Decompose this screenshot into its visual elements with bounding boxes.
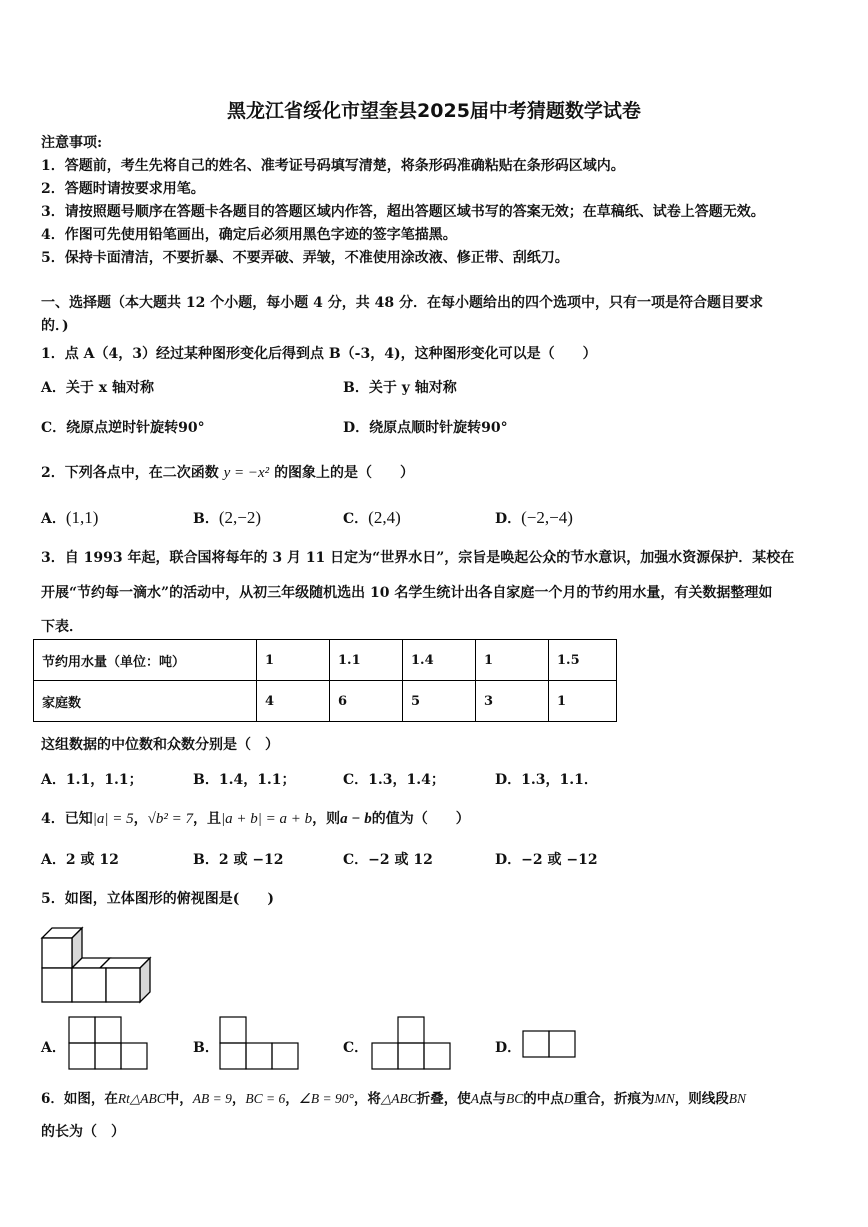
q2-d-label: D．	[495, 511, 522, 527]
q6-math: A	[470, 1091, 480, 1106]
notice-item-1: 1．答题前，考生先将自己的姓名、准考证号码填写清楚，将条形码准确粘贴在条形码区域内。	[41, 158, 625, 174]
q1-stem: 1．点 A（4，3）经过某种图形变化后得到点 B（-3，4)，这种图形变化可以是（ ）	[41, 346, 597, 362]
q6-text: 6．如图，在	[41, 1091, 118, 1107]
q1-option-c: C．绕原点逆时针旋转90°	[41, 420, 205, 436]
q2-stem	[41, 462, 414, 482]
table-cell: 6	[330, 681, 403, 722]
section1-line1: 一、选择题（本大题共 12 个小题，每小题 4 分，共 48 分．在每小题给出的四个选项中，只有一项是符合题目要求	[41, 295, 763, 311]
table-cell: 1	[549, 681, 617, 722]
table-cell: 1.1	[330, 640, 403, 681]
q3-option-c: C．1.3，1.4；	[343, 772, 445, 788]
q4-option-c: C．−2 或 12	[343, 852, 433, 868]
q6-math: AB = 9	[192, 1091, 232, 1106]
q3-option-d: D．1.3，1.1．	[495, 772, 598, 788]
q6-math: D	[563, 1091, 574, 1106]
q5-option-c-figure	[371, 1016, 453, 1072]
q4-option-d: D．−2 或 −12	[495, 852, 598, 868]
q2-option-a	[41, 508, 98, 528]
table-cell: 1	[476, 640, 549, 681]
q2-d-value: (−2,−4)	[521, 508, 573, 527]
notice-item-3: 3．请按照题号顺序在答题卡各题目的答题区域内作答，超出答题区域书写的答案无效；在草稿纸、试卷上答题无效。	[41, 204, 765, 220]
water-table	[33, 639, 617, 722]
q4-math-2: √b² = 7	[147, 811, 193, 827]
q6-math: BC	[506, 1091, 524, 1106]
table-cell: 1	[257, 640, 330, 681]
q1-option-a: A．关于 x 轴对称	[41, 380, 154, 396]
q5-option-d-figure	[522, 1030, 578, 1058]
q6-math: △ABC	[380, 1091, 417, 1106]
q6-math: ∠B = 90°	[298, 1091, 354, 1106]
q1-option-d: D．绕原点顺时针旋转90°	[343, 420, 508, 436]
table-row	[34, 640, 617, 681]
q6-text: 中，	[165, 1091, 193, 1107]
q6-text: ，	[231, 1091, 246, 1107]
q4-math-1: |a| = 5	[92, 811, 134, 827]
q5-option-b-figure	[219, 1016, 301, 1072]
q2-stem-pre: 2．下列各点中，在二次函数	[41, 465, 219, 481]
q2-option-b	[193, 508, 261, 528]
q4-math-4: a − b	[340, 811, 372, 827]
q6-text: ，	[285, 1091, 299, 1107]
q2-function: y = −x²	[223, 465, 270, 481]
table-cell: 3	[476, 681, 549, 722]
notice-item-2: 2．答题时请按要求用笔。	[41, 181, 205, 197]
section1-line2: 的．)	[41, 318, 69, 334]
q6-line2: 的长为（ ）	[41, 1124, 125, 1140]
q3-line2: 开展“节约每一滴水”的活动中，从初三年级随机选出 10 名学生统计出各自家庭一个月的节约用水量，有关数据整理如	[41, 585, 773, 601]
q6-text: 折叠，使	[416, 1091, 471, 1107]
table-cell: 节约用水量（单位：吨）	[34, 640, 257, 681]
q4-option-a: A．2 或 12	[41, 852, 119, 868]
q3-line3: 下表．	[41, 619, 83, 635]
q2-a-label: A．	[41, 511, 66, 527]
q3-option-b: B．1.4，1.1；	[193, 772, 296, 788]
q6-math: BN	[728, 1091, 747, 1106]
q6-text: ，则线段	[674, 1091, 729, 1107]
q2-c-label: C．	[343, 511, 369, 527]
notice-item-4: 4．作图可先使用铅笔画出，确定后必须用黑色字迹的签字笔描黑。	[41, 227, 457, 243]
q6-text: ，将	[353, 1091, 381, 1107]
q1-option-b: B．关于 y 轴对称	[343, 380, 457, 396]
q2-b-label: B．	[193, 511, 219, 527]
table-cell: 1.4	[403, 640, 476, 681]
q6-math: MN	[654, 1091, 675, 1106]
q4-math-3: |a + b| = a + b	[220, 811, 313, 827]
q5-option-d-label: D．	[495, 1040, 522, 1056]
table-row	[34, 681, 617, 722]
q4-option-b: B．2 或 −12	[193, 852, 284, 868]
q2-stem-post: 的图象上的是（ ）	[274, 465, 415, 481]
q5-option-c-label: C．	[343, 1040, 369, 1056]
q2-option-d	[495, 508, 573, 528]
q2-c-value: (2,4)	[368, 508, 401, 527]
q6-text: 重合，折痕为	[573, 1091, 655, 1107]
q6-math: BC = 6	[245, 1091, 286, 1106]
q4-text-2: ，	[133, 811, 148, 827]
solid-figure	[38, 924, 156, 1006]
q4-text-3: ，且	[192, 811, 221, 827]
q4-stem	[41, 808, 470, 828]
notice-heading: 注意事项:	[41, 135, 103, 151]
table-cell: 1.5	[549, 640, 617, 681]
q6-text: 的中点	[523, 1091, 564, 1107]
q5-option-a-label: A．	[41, 1040, 66, 1056]
q2-b-value: (2,−2)	[218, 508, 262, 527]
q6-line1	[41, 1087, 746, 1107]
q4-text-5: 的值为（ ）	[371, 811, 470, 827]
q5-option-b-label: B．	[193, 1040, 219, 1056]
page-title: 黑龙江省绥化市望奎县2025届中考猜题数学试卷	[227, 100, 641, 122]
q2-a-value: (1,1)	[65, 508, 99, 527]
q5-option-a-figure	[68, 1016, 150, 1072]
q3-option-a: A．1.1，1.1；	[41, 772, 143, 788]
table-cell: 4	[257, 681, 330, 722]
table-cell: 家庭数	[34, 681, 257, 722]
q3-line1: 3．自 1993 年起，联合国将每年的 3 月 11 日定为“世界水日”，宗旨是唤起公众的节水意识，加强水资源保护．某校在	[41, 550, 795, 566]
notice-item-5: 5．保持卡面清洁，不要折暴、不要弄破、弄皱，不准使用涂改液、修正带、刮纸刀。	[41, 250, 569, 266]
q2-option-c	[343, 508, 401, 528]
q5-stem: 5．如图，立体图形的俯视图是( )	[41, 891, 274, 907]
q6-text: 点与	[479, 1091, 507, 1107]
q4-text-4: ，则	[312, 811, 341, 827]
q3-question: 这组数据的中位数和众数分别是（ ）	[41, 737, 279, 753]
q6-math: Rt△ABC	[117, 1091, 166, 1106]
q4-text-1: 4．已知	[41, 811, 93, 827]
table-cell: 5	[403, 681, 476, 722]
